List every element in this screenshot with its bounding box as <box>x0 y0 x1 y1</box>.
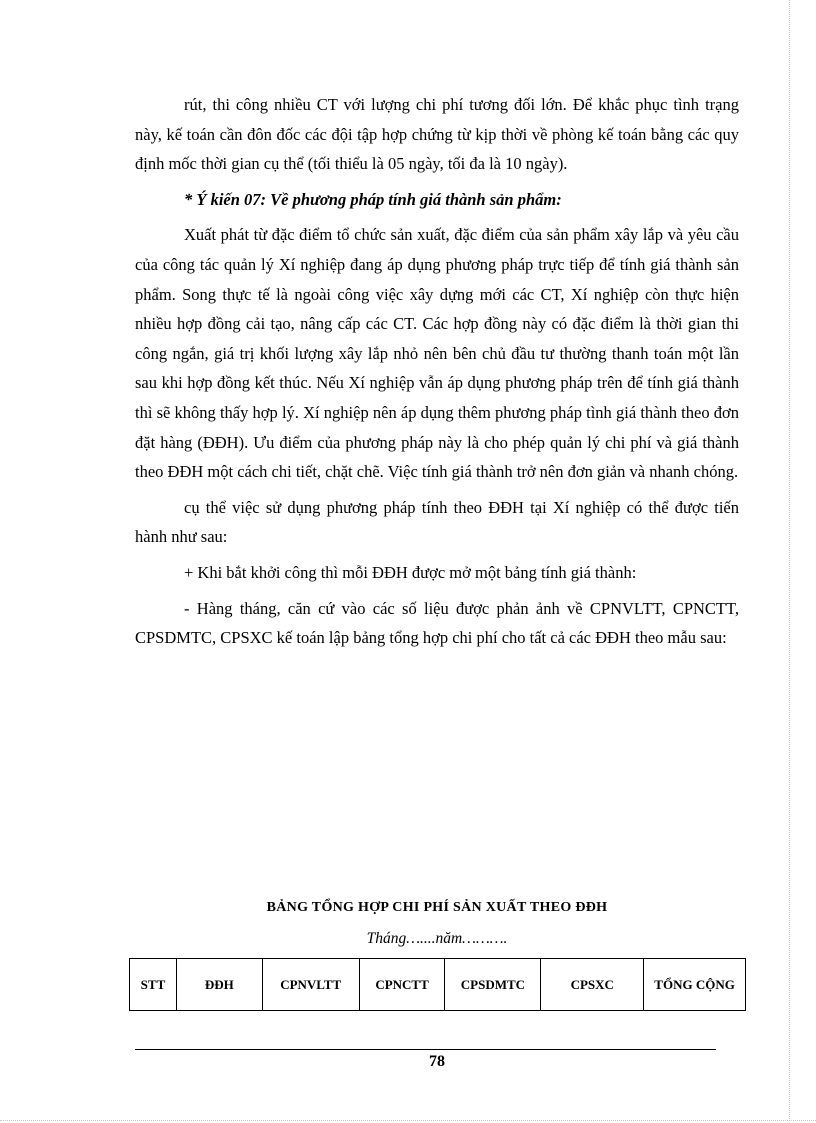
page-frame-right <box>789 0 790 1123</box>
table-header-row <box>130 959 746 1011</box>
cost-summary-table <box>129 958 746 1011</box>
table-title: BẢNG TỔNG HỢP CHI PHÍ SẢN XUẤT THEO ĐĐH <box>266 900 608 915</box>
column-header-cpnvltt: CPNVLTT <box>262 959 359 1011</box>
column-header-cpsdmtc: CPSDMTC <box>445 959 541 1011</box>
page-frame-bottom <box>0 1120 816 1121</box>
section-heading-opinion-07: * Ý kiến 07: Về phương pháp tính giá thành sản phẩm: <box>184 189 562 209</box>
paragraph-implementation-intro: cụ thể việc sử dụng phương pháp tính theo ĐĐH tại Xí nghiệp có thể được tiến hành như sau: <box>135 497 739 547</box>
table-subtitle: Tháng…....năm………. <box>366 930 508 947</box>
paragraph-step-monthly-summary: - Hàng tháng, căn cứ vào các số liệu được phản ảnh về CPNVLTT, CPNCTT, CPSDMTC, CPSXC kế toán lập bảng tổng hợp chi phí cho tất cả các ĐĐH theo mẫu sau: <box>135 598 739 648</box>
paragraph-cost-collection: rút, thi công nhiều CT với lượng chi phí tương đối lớn. Để khắc phục tình trạng này, kế toán cần đôn đốc các đội tập hợp chứng từ kịp thời về phòng kế toán bằng các quy định mốc thời gian cụ thể (tối thiểu là 05 ngày, tối đa là 10 ngày). <box>135 95 739 174</box>
column-header-cpnctt: CPNCTT <box>359 959 445 1011</box>
column-header-stt: STT <box>130 959 177 1011</box>
column-header-ddh: ĐĐH <box>176 959 262 1011</box>
column-header-tong-cong: TỔNG CỘNG <box>644 959 746 1011</box>
column-header-cpsxc: CPSXC <box>541 959 644 1011</box>
body-text <box>135 90 739 653</box>
footer-divider <box>135 1049 716 1050</box>
paragraph-step-open-sheet: + Khi bắt khởi công thì mỗi ĐĐH được mở một bảng tính giá thành: <box>184 562 637 582</box>
paragraph-costing-method: Xuất phát từ đặc điểm tổ chức sản xuất, đặc điểm của sản phẩm xây lắp và yêu cầu của công tác quản lý Xí nghiệp đang áp dụng phương pháp trực tiếp để tính giá thành sản phẩm. Song thực tế là ngoài công việc xây dựng mới các CT, Xí nghiệp còn thực hiện nhiều hợp đồng cải tạo, nâng cấp các CT. Các hợp đồng này có đặc điểm là thời gian thi công ngắn, giá trị khối lượng xây lắp nhỏ nên bên chủ đầu tư thường thanh toán một lần sau khi hợp đồng kết thúc. Nếu Xí nghiệp vẫn áp dụng phương pháp trên để tính giá thành thì sẽ không thấy hợp lý. Xí nghiệp nên áp dụng thêm phương pháp tình giá thành theo đơn đặt hàng (ĐĐH). Ưu điểm của phương pháp này là cho phép quản lý chi phí và giá thành theo ĐĐH một cách chi tiết, chặt chẽ. Việc tính giá thành trở nên đơn giản và nhanh chóng. <box>135 225 739 482</box>
page-number: 78 <box>429 1053 445 1070</box>
